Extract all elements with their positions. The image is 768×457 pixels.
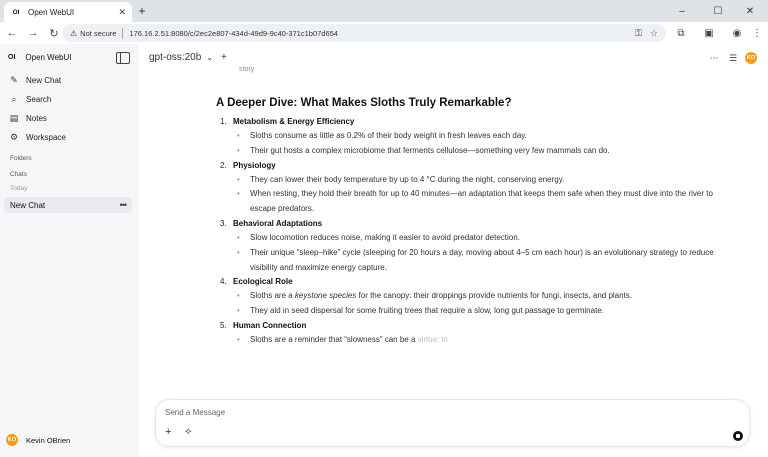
tools-icon[interactable]: ⟡ xyxy=(185,426,192,437)
sidebar xyxy=(0,44,138,457)
attach-plus-icon[interactable]: + xyxy=(165,426,172,438)
profile-icon[interactable]: ◉ xyxy=(732,27,742,39)
list-item xyxy=(216,319,716,348)
section-title: 2. Physiology xyxy=(220,160,276,170)
brand[interactable] xyxy=(8,53,72,62)
chat-topbar xyxy=(139,44,768,74)
add-model-icon[interactable]: + xyxy=(220,52,227,63)
workspace-icon: ⚙ xyxy=(9,132,19,142)
bullet-text: • Slow locomotion reduces noise, making it easier to avoid predator detection. xyxy=(216,231,716,246)
avatar[interactable]: KO xyxy=(745,52,757,64)
reload-icon[interactable]: ↻ xyxy=(49,27,59,40)
controls-icon[interactable]: ☰ xyxy=(728,52,738,63)
favicon-icon: OI xyxy=(12,8,20,16)
faded-word: story xyxy=(239,66,255,73)
model-name: gpt-oss:20b xyxy=(149,52,202,63)
sidebar-item-notes[interactable] xyxy=(8,113,47,124)
chat-item-current[interactable] xyxy=(4,197,132,213)
avatar: KO xyxy=(6,434,18,446)
sidebar-item-new-chat[interactable] xyxy=(8,75,61,86)
split-icon[interactable]: ▣ xyxy=(704,27,714,39)
today-label: Today xyxy=(10,185,28,192)
chevron-down-icon: ⌄ xyxy=(206,53,213,62)
browser-toolbar xyxy=(0,22,768,44)
star-icon[interactable]: ☆ xyxy=(649,27,658,38)
bullet-text: • They can lower their body temperature by up to 4 °C during the night, conserving energy. xyxy=(216,173,716,188)
forward-icon[interactable]: → xyxy=(27,27,39,39)
user-name: Kevin OBrien xyxy=(26,435,71,445)
sidebar-item-workspace[interactable] xyxy=(8,132,66,143)
chats-label[interactable]: Chats xyxy=(10,171,27,178)
bullet-text: • Their gut hosts a complex microbiome that ferments cellulose—something very few mammals can do. xyxy=(216,144,716,159)
section-title: 1. Metabolism & Energy Efficiency xyxy=(220,117,355,126)
more-options-icon[interactable]: ••• xyxy=(119,200,126,210)
note-icon: ▤ xyxy=(9,113,19,123)
address-bar[interactable] xyxy=(62,24,666,42)
app-window xyxy=(0,44,768,457)
brand-logo-icon: OI xyxy=(8,54,16,61)
more-icon[interactable]: ⋯ xyxy=(709,52,719,63)
sidebar-item-label: New Chat xyxy=(26,76,62,85)
sidebar-item-search[interactable] xyxy=(8,94,51,105)
list-item xyxy=(216,115,716,159)
chat-main xyxy=(139,44,768,457)
list-item xyxy=(216,217,716,275)
browser-tab-bar xyxy=(0,0,768,22)
assistant-response xyxy=(216,97,716,348)
key-icon[interactable]: ⚿ xyxy=(635,27,642,38)
bullet-text: • When resting, they hold their breath for up to 40 minutes—an adaptation that keeps them safe when they must dive into the river to escape predators. xyxy=(216,187,716,217)
list-item xyxy=(216,275,716,319)
bullet-text: • Sloths are a reminder that “slowness” can be a virtue: in xyxy=(216,333,716,348)
response-heading: A Deeper Dive: What Makes Sloths Truly Remarkable? xyxy=(216,97,512,109)
not-secure-label: Not secure xyxy=(80,28,117,38)
message-input[interactable]: Send a Message xyxy=(165,408,226,417)
chat-item-title: New Chat xyxy=(10,200,46,210)
user-menu[interactable] xyxy=(6,434,70,446)
edit-icon: ✎ xyxy=(10,75,18,85)
bullet-text: • Sloths consume as little as 0.2% of their body weight in fresh leaves each day. xyxy=(216,129,716,144)
minimize-icon[interactable]: – xyxy=(679,5,685,17)
list-item xyxy=(216,159,716,217)
extensions-icon[interactable]: ⧉ xyxy=(677,27,685,39)
bullet-text: • They aid in seed dispersal for some fruiting trees that require a slow, long gut passage to germinate. xyxy=(216,304,716,319)
voice-mode-icon[interactable] xyxy=(733,431,743,441)
section-title: 4. Ecological Role xyxy=(220,277,293,287)
brand-name: Open WebUI xyxy=(25,53,72,62)
warning-icon: ⚠ xyxy=(70,28,78,38)
omnibox-divider xyxy=(122,28,123,39)
section-title: 5. Human Connection xyxy=(220,320,307,330)
folders-label[interactable]: Folders xyxy=(10,155,32,162)
url-text[interactable]: 176.16.2.51:8080/c/2ec2e807-434d-49d9-9c40-371c1b07d654 xyxy=(129,28,338,38)
sidebar-item-label: Notes xyxy=(26,114,47,123)
search-icon: ⌕ xyxy=(11,94,17,104)
bullet-text: • Sloths are a keystone species for the canopy: their droppings provide nutrients for fungi, insects, and plants. xyxy=(216,289,716,304)
close-window-icon[interactable]: ✕ xyxy=(745,5,755,17)
bullet-text: • Their unique “sleep–hike” cycle (sleeping for 20 hours a day, moving about 4–5 cm each hour) is an evolutionary strategy to reduce visibility and maximize energy capture. xyxy=(216,246,716,276)
faded-previous-text xyxy=(239,63,679,75)
tab-title: Open WebUI xyxy=(28,7,75,17)
close-tab-icon[interactable]: ✕ xyxy=(118,6,126,17)
model-selector[interactable] xyxy=(149,52,227,63)
menu-icon[interactable]: ⋮ xyxy=(752,27,762,39)
new-tab-button[interactable]: + xyxy=(138,4,146,18)
browser-tab[interactable] xyxy=(4,2,132,22)
sidebar-item-label: Workspace xyxy=(26,133,66,142)
sidebar-toggle-icon[interactable] xyxy=(116,52,130,64)
maximize-icon[interactable]: ☐ xyxy=(713,5,723,17)
sidebar-item-label: Search xyxy=(26,95,52,104)
back-icon[interactable]: ← xyxy=(6,27,18,39)
message-composer xyxy=(155,399,750,447)
section-title: 3. Behavioral Adaptations xyxy=(220,218,323,228)
